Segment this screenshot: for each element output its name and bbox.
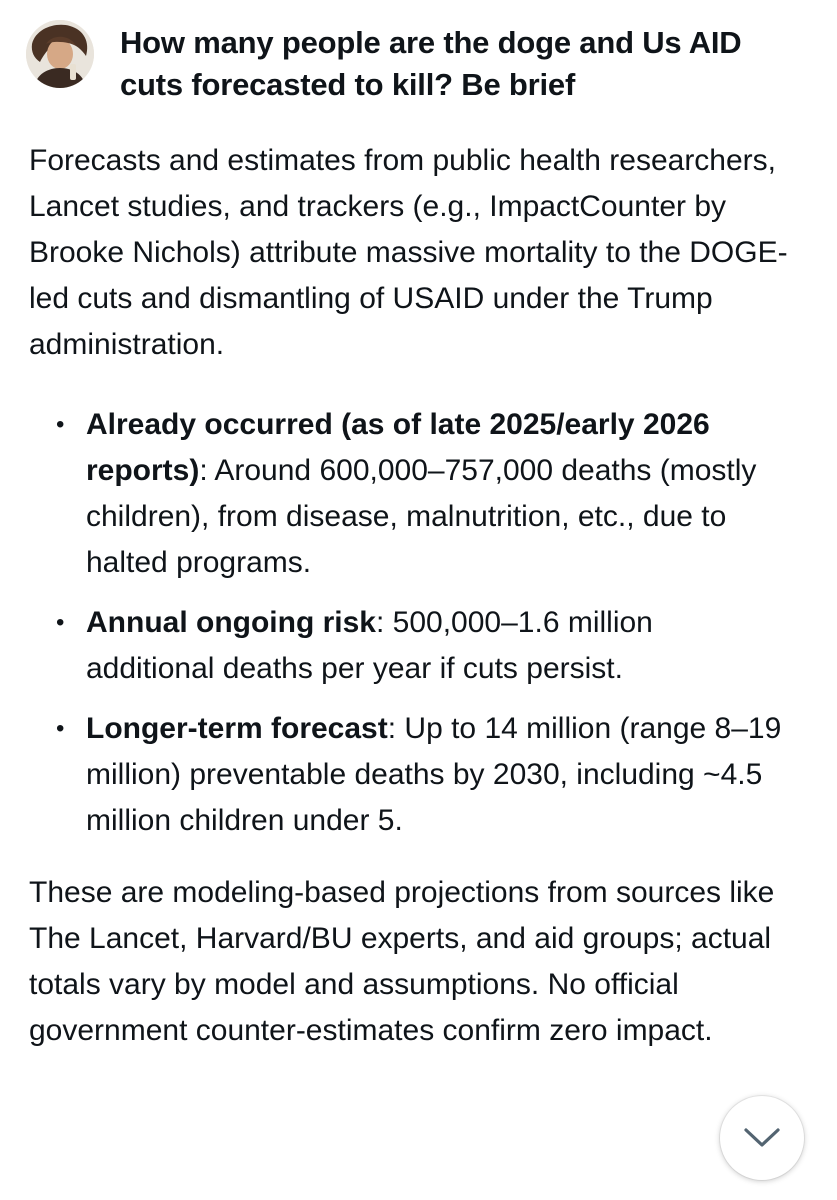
avatar[interactable] [26, 20, 94, 88]
bullet-icon: • [56, 411, 65, 438]
bullet-label: Already occurred (as of late 2025/early 2026 reports) [86, 408, 710, 487]
user-question: How many people are the doge and Us AID cuts forecasted to kill? Be brief [120, 25, 742, 102]
bullet-label: Annual ongoing risk [86, 606, 376, 639]
answer-bullet-list [29, 402, 819, 844]
chevron-down-icon [742, 1126, 782, 1150]
assistant-answer [29, 138, 819, 1054]
answer-intro: Forecasts and estimates from public health researchers, Lancet studies, and trackers (e.g., ImpactCounter by Brooke Nichols) attribute massive mortality to the DOGE-led cuts and dismantling of USAID under the Trump administration. [29, 144, 788, 361]
message-header [26, 18, 816, 118]
list-item [29, 600, 786, 692]
bullet-icon: • [56, 715, 65, 742]
bullet-text: : Up to 14 million (range 8–19 million) preventable deaths by 2030, including ~4.5 million children under 5. [86, 712, 782, 837]
scroll-to-bottom-button[interactable] [720, 1096, 804, 1180]
user-avatar-photo-icon [26, 20, 94, 88]
bullet-text: : Around 600,000–757,000 deaths (mostly children), from disease, malnutrition, etc., due to halted programs. [86, 454, 757, 579]
bullet-text: : 500,000–1.6 million additional deaths per year if cuts persist. [86, 606, 653, 685]
answer-outro: These are modeling-based projections from sources like The Lancet, Harvard/BU experts, and aid groups; actual totals vary by model and assumptions. No official government counter-estimates confirm zero impact. [29, 876, 775, 1047]
list-item [29, 402, 786, 586]
bullet-icon: • [56, 609, 65, 636]
bullet-label: Longer-term forecast [86, 712, 388, 745]
list-item [29, 706, 786, 844]
